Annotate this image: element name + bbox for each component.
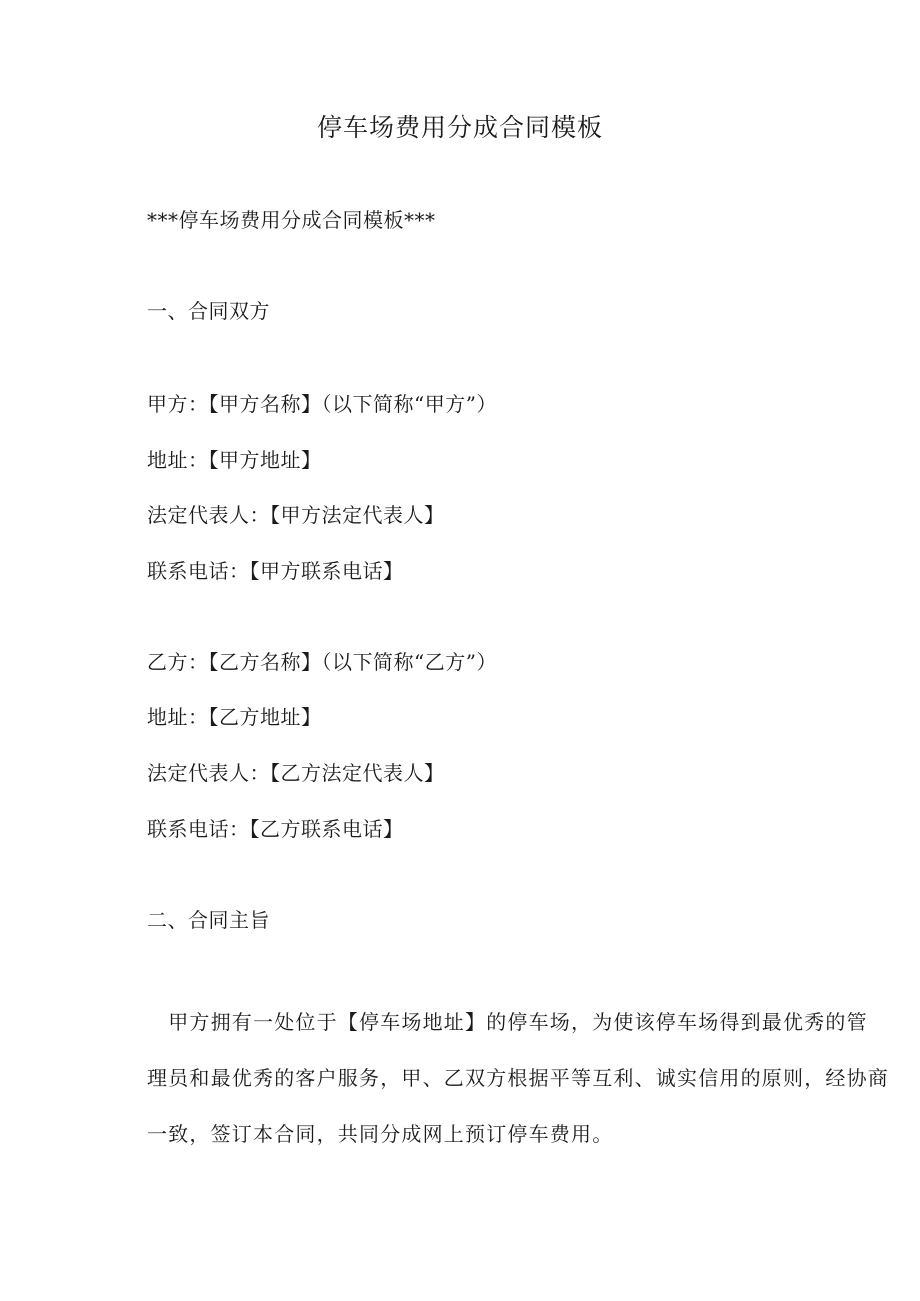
party-b-name: 乙方：【乙方名称】（以下简称“乙方”） [147, 650, 497, 674]
party-b-phone: 联系电话：【乙方联系电话】 [147, 817, 404, 841]
document-subtitle: ***停车场费用分成合同模板*** [147, 208, 436, 232]
party-a-name: 甲方：【甲方名称】（以下简称“甲方”） [147, 392, 497, 416]
paragraph-line: 理员和最优秀的客户服务，甲、乙双方根据平等互利、诚实信用的原则，经协商 [147, 1066, 889, 1090]
party-b-representative: 法定代表人：【乙方法定代表人】 [147, 761, 445, 785]
paragraph-line: 甲方拥有一处位于【停车场地址】的停车场，为使该停车场得到最优秀的管 [147, 1010, 868, 1034]
party-a-phone: 联系电话：【甲方联系电话】 [147, 559, 404, 583]
paragraph-line: 一致，签订本合同，共同分成网上预订停车费用。 [147, 1122, 614, 1146]
party-a-representative: 法定代表人：【甲方法定代表人】 [147, 503, 445, 527]
section2-heading: 二、合同主旨 [147, 908, 270, 932]
section1-heading: 一、合同双方 [147, 299, 270, 323]
section2-paragraph [147, 994, 889, 1162]
party-b-address: 地址：【乙方地址】 [147, 705, 322, 729]
document-title: 停车场费用分成合同模板 [316, 113, 603, 142]
party-a-address: 地址：【甲方地址】 [147, 448, 322, 472]
